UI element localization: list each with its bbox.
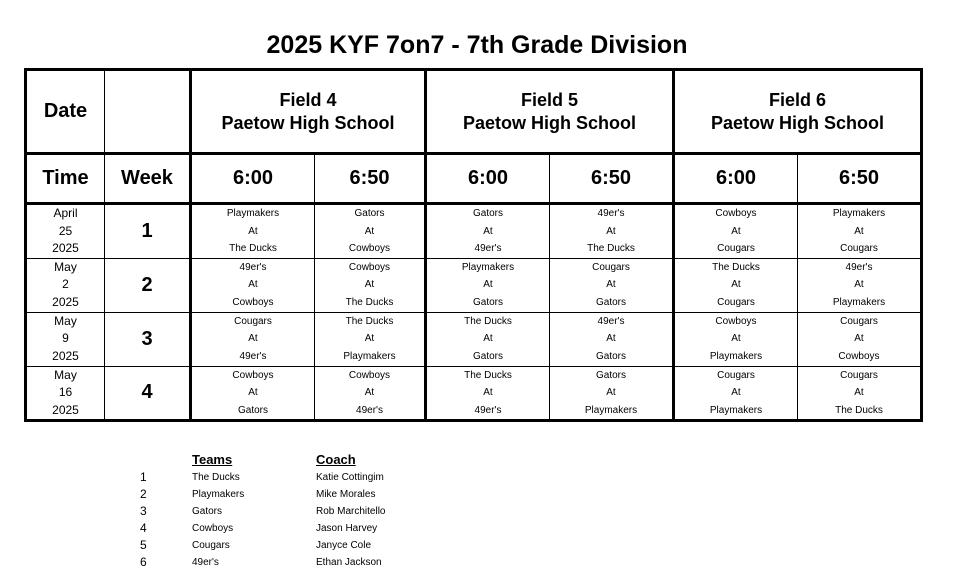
field-header <box>191 70 426 154</box>
game-team: The Ducks <box>345 296 394 308</box>
game-at: At <box>248 225 258 237</box>
game-cell <box>674 258 798 312</box>
week-number: 3 <box>105 312 191 366</box>
field-header <box>426 70 674 154</box>
date-line: 2025 <box>52 402 79 417</box>
game-at: At <box>483 279 493 291</box>
game-at: At <box>731 387 741 398</box>
game-at: At <box>483 225 493 237</box>
game-at: At <box>483 333 493 345</box>
game-team: 49er's <box>474 243 502 254</box>
game-at: At <box>731 333 741 345</box>
teams-header: Teams <box>192 452 233 467</box>
game-team: 49er's <box>239 261 267 273</box>
time-slot: 6:50 <box>798 154 922 204</box>
game-at: At <box>248 333 258 345</box>
game-cell <box>798 312 922 366</box>
coach-name: Katie Cottingim <box>316 472 384 483</box>
date-line: April <box>53 206 78 220</box>
time-slot: 6:00 <box>674 154 798 204</box>
game-team: Gators <box>595 350 626 362</box>
game-team: Gators <box>595 296 626 308</box>
game-team: Playmakers <box>709 350 763 362</box>
time-slot: 6:00 <box>426 154 550 204</box>
team-name: The Ducks <box>192 472 240 483</box>
game-team: Cowboys <box>348 261 391 273</box>
game-team: The Ducks <box>464 369 512 381</box>
game-cell <box>550 204 674 259</box>
game-cell <box>191 366 315 421</box>
game-cell <box>191 258 315 312</box>
field-name: Field 4 <box>279 89 337 110</box>
team-number: 4 <box>140 521 147 535</box>
game-cell <box>426 204 550 259</box>
team-number: 1 <box>140 470 147 484</box>
game-team: Playmakers <box>343 350 396 362</box>
date-cell <box>26 366 105 421</box>
team-name: Cougars <box>192 540 230 551</box>
game-team: Gators <box>595 369 626 381</box>
schedule-table <box>24 68 923 422</box>
field-name: Field 5 <box>520 89 578 110</box>
game-team: 49er's <box>597 208 625 219</box>
game-team: Cougars <box>234 315 272 327</box>
coach-name: Jason Harvey <box>316 523 378 534</box>
team-name: Playmakers <box>192 489 245 500</box>
game-cell <box>674 312 798 366</box>
field-name: Field 6 <box>768 89 826 110</box>
legend-row <box>130 554 530 571</box>
game-at: At <box>606 279 616 291</box>
game-team: Gators <box>472 350 503 362</box>
game-team: Cowboys <box>838 350 880 362</box>
game-team: Cougars <box>717 369 755 381</box>
game-team: Playmakers <box>709 404 763 416</box>
game-cell <box>550 312 674 366</box>
week-number: 1 <box>105 204 191 259</box>
game-cell <box>550 366 674 421</box>
legend-row <box>130 469 530 486</box>
game-team: Gators <box>237 404 268 416</box>
game-team: The Ducks <box>835 404 883 416</box>
game-at: At <box>364 279 375 291</box>
game-team: Playmakers <box>226 208 280 219</box>
game-team: Cowboys <box>348 369 391 381</box>
date-line: 2 <box>62 277 69 292</box>
game-at: At <box>731 225 741 237</box>
week-number: 2 <box>105 258 191 312</box>
legend-row <box>130 503 530 520</box>
game-at: At <box>248 387 258 398</box>
date-line: May <box>54 259 77 274</box>
game-cell <box>191 312 315 366</box>
game-cell <box>315 312 426 366</box>
coach-name: Janyce Cole <box>316 540 372 551</box>
time-slot: 6:50 <box>550 154 674 204</box>
game-team: 49er's <box>845 261 873 273</box>
date-cell <box>26 204 105 259</box>
page-title: 2025 KYF 7on7 - 7th Grade Division <box>266 31 688 59</box>
game-team: Cowboys <box>715 315 757 327</box>
game-team: Cowboys <box>715 208 757 219</box>
game-at: At <box>364 333 375 345</box>
game-team: Playmakers <box>461 261 515 273</box>
game-team: Playmakers <box>832 208 886 219</box>
time-slot: 6:50 <box>315 154 426 204</box>
date-cell <box>26 312 105 366</box>
game-cell <box>550 258 674 312</box>
game-at: At <box>364 387 375 398</box>
game-team: 49er's <box>597 315 625 327</box>
game-cell <box>674 204 798 259</box>
game-at: At <box>606 387 616 398</box>
game-team: Cougars <box>592 261 630 273</box>
game-at: At <box>606 225 616 237</box>
week-number: 4 <box>105 366 191 421</box>
game-team: Gators <box>472 208 503 219</box>
legend-row <box>130 537 530 554</box>
coach-name: Ethan Jackson <box>316 557 382 568</box>
game-at: At <box>731 279 741 291</box>
game-team: Playmakers <box>584 404 638 416</box>
game-cell <box>426 366 550 421</box>
team-name: Gators <box>192 506 223 517</box>
game-team: The Ducks <box>587 243 635 254</box>
team-number: 5 <box>140 538 147 552</box>
blank-header <box>105 70 191 154</box>
date-line: 2025 <box>52 241 79 255</box>
game-cell <box>426 312 550 366</box>
legend-row <box>130 520 530 537</box>
week-header: Week <box>105 154 191 204</box>
game-team: Cowboys <box>232 296 274 308</box>
date-line: 9 <box>62 331 69 346</box>
game-team: Cowboys <box>348 243 391 254</box>
team-name: Cowboys <box>192 523 234 534</box>
game-cell <box>674 366 798 421</box>
game-cell <box>315 366 426 421</box>
game-cell <box>798 204 922 259</box>
game-team: Gators <box>472 296 503 308</box>
game-team: Cougars <box>717 243 755 254</box>
game-at: At <box>364 225 375 237</box>
game-team: 49er's <box>356 404 383 416</box>
game-team: Cougars <box>840 243 878 254</box>
date-line: 2025 <box>52 348 79 363</box>
time-header: Time <box>26 154 105 204</box>
date-cell <box>26 258 105 312</box>
date-header: Date <box>26 70 105 154</box>
game-at: At <box>854 225 864 237</box>
date-line: May <box>54 367 77 382</box>
game-team: Cougars <box>840 315 878 327</box>
game-team: The Ducks <box>712 261 760 273</box>
game-team: 49er's <box>239 350 267 362</box>
game-cell <box>426 258 550 312</box>
game-team: Cowboys <box>232 369 274 381</box>
date-line: 16 <box>58 385 73 399</box>
team-number: 3 <box>140 504 147 518</box>
game-at: At <box>606 333 616 345</box>
date-line: May <box>54 313 77 328</box>
coach-name: Mike Morales <box>316 489 376 500</box>
date-line: 2025 <box>52 294 79 309</box>
game-team: The Ducks <box>229 243 277 254</box>
coach-header: Coach <box>316 452 356 467</box>
game-at: At <box>483 387 493 398</box>
game-team: The Ducks <box>464 315 512 327</box>
game-cell <box>798 366 922 421</box>
date-line: 25 <box>58 223 73 238</box>
time-slot: 6:00 <box>191 154 315 204</box>
game-at: At <box>248 279 258 291</box>
game-team: The Ducks <box>345 315 394 327</box>
game-cell <box>315 258 426 312</box>
game-cell <box>798 258 922 312</box>
game-team: Gators <box>354 208 385 219</box>
game-team: Cougars <box>840 369 878 381</box>
game-cell <box>191 204 315 259</box>
coach-name: Rob Marchitello <box>316 506 386 517</box>
game-at: At <box>854 333 864 345</box>
game-team: Playmakers <box>832 296 886 308</box>
team-number: 6 <box>140 555 147 569</box>
field-header <box>674 70 922 154</box>
field-school: Paetow High School <box>462 112 636 133</box>
game-team: Cougars <box>717 296 755 308</box>
game-at: At <box>854 279 864 291</box>
legend-row <box>130 486 530 503</box>
field-school: Paetow High School <box>710 112 884 133</box>
field-school: Paetow High School <box>221 112 395 133</box>
game-at: At <box>854 387 864 398</box>
team-number: 2 <box>140 487 147 501</box>
game-team: 49er's <box>474 404 502 416</box>
team-name: 49er's <box>192 557 219 568</box>
game-cell <box>315 204 426 259</box>
